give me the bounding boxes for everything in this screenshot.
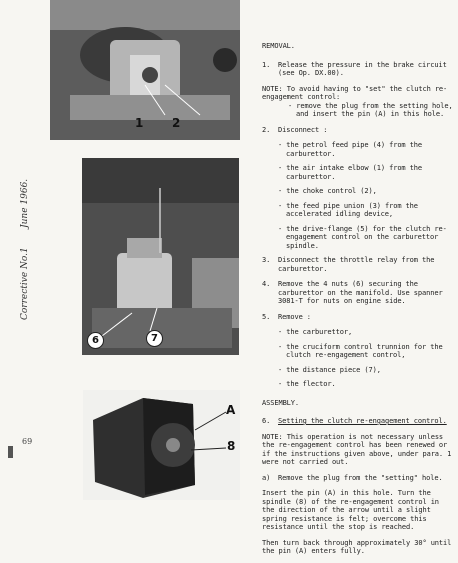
disconnect-item: - the choke control (2), <box>278 187 377 195</box>
carburettor-photo-middle <box>82 158 239 355</box>
page-reference: 69 <box>22 437 33 446</box>
margin-corrective: Corrective No.1 <box>20 247 30 320</box>
removal-step-2: 2. Disconnect : <box>262 125 328 134</box>
carburettor-illustration-middle <box>82 158 239 355</box>
instruction-text <box>262 42 455 563</box>
callout-1: 1 <box>135 116 144 130</box>
margin-date: June 1966. <box>20 178 30 228</box>
removal-heading: REMOVAL. <box>262 42 295 50</box>
disconnect-item: - the feed pipe union (3) from the accelerated idling device, <box>278 201 418 218</box>
disconnect-item: - the petrol feed pipe (4) from the carburettor. <box>278 141 423 158</box>
remove-item: - the distance piece (7), <box>278 365 381 374</box>
binding-mark <box>8 446 13 458</box>
callout-2: 2 <box>172 116 181 130</box>
removal-step-3: 3. Disconnect the throttle relay from the carburettor. <box>262 256 435 273</box>
disconnect-item: - the drive-flange (5) for the clutch re-engagement control on the carburettor spindle. <box>278 224 447 250</box>
callout-8: 8 <box>227 439 236 453</box>
disconnect-item: - the air intake elbow (1) from the carburettor. <box>278 164 423 181</box>
carburettor-photo-top <box>50 0 240 140</box>
callout-7: 7 <box>146 330 163 347</box>
removal-note: NOTE: To avoid having to "set" the clutch re-engagement control: - remove the plug from the setting hole, and insert the pin (A) in this hole. <box>262 84 453 118</box>
assembly-turn-back: Then turn back through approximately 30° until the pin (A) enters fully. <box>262 538 452 555</box>
removal-step-1: 1. Release the pressure in the brake circuit (see Op. DX.00). <box>262 60 447 77</box>
callout-6: 6 <box>87 332 104 349</box>
remove-item: - the carburettor, <box>278 328 353 336</box>
remove-item: - the flector. <box>278 380 336 388</box>
assembly-step-a: a) Remove the plug from the "setting" hole. <box>262 473 443 482</box>
carburettor-illustration-top <box>50 0 240 140</box>
remove-item: - the cruciform control trunnion for the clutch re-engagement control, <box>278 342 443 359</box>
removal-step-4: 4. Remove the 4 nuts (6) securing the carburettor on the manifold. Use spanner 3081-T for nuts on engine side. <box>262 280 443 305</box>
assembly-insert-pin: Insert the pin (A) in this hole. Turn the spindle (8) of the re-engagement control in the direction of the arrow until a slight spring resistance is felt; overcome this resistance until the stop is reached. <box>262 489 439 531</box>
removal-step-5: 5. Remove : <box>262 312 311 321</box>
assembly-step-6: 6. Setting the clutch re-engagement control. <box>262 417 447 425</box>
assembly-note: NOTE: This operation is not necessary unless the re-engagement control has been renewed or if the instructions given above, under para. 1 were not carried out. <box>262 432 452 466</box>
control-unit-illustration <box>83 390 240 500</box>
callout-A: A <box>226 403 236 417</box>
control-unit-photo <box>83 390 240 500</box>
assembly-heading: ASSEMBLY. <box>262 398 300 407</box>
